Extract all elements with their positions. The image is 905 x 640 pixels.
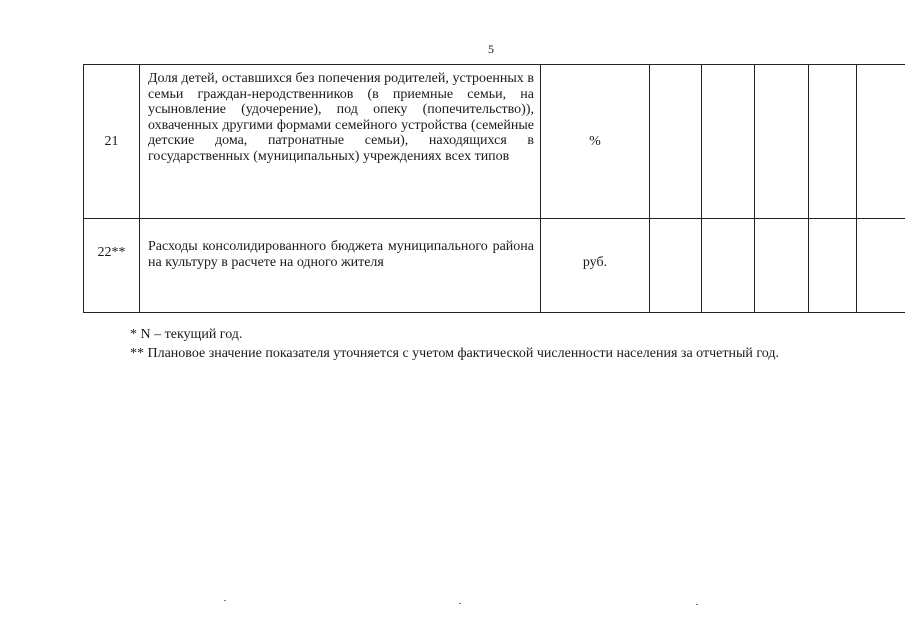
value-cell: [857, 219, 905, 313]
value-cell: [809, 65, 857, 219]
value-cell: [857, 65, 905, 219]
indicators-table: [83, 64, 905, 313]
page-number: 5: [488, 42, 494, 56]
row-number: 22**: [84, 219, 140, 313]
value-cell: [650, 219, 702, 313]
scan-speck: [696, 604, 698, 605]
indicator-description: Доля детей, оставшихся без попечения родителей, устроенных в семьи граждан-неродственников (в приемные семьи, на усыновление (удочерение), под опеку (попечительство)), охваченных другими формами семейного устройства (семейные детские дома, патронатные семьи), находящихся в государственных (муниципальных) учреждениях всех типов: [140, 65, 541, 219]
row-number: 21: [84, 65, 140, 219]
footnote: * N – текущий год.: [130, 327, 243, 342]
value-cell: [650, 65, 702, 219]
unit-cell: %: [541, 65, 650, 219]
footnote: ** Плановое значение показателя уточняется с учетом фактической численности населения за отчетный год.: [130, 346, 779, 361]
table-row: [84, 65, 905, 219]
scan-speck: [459, 603, 461, 604]
scan-speck: [224, 600, 226, 601]
unit-cell: руб.: [541, 219, 650, 313]
footnotes: [130, 325, 779, 363]
value-cell: [702, 219, 755, 313]
value-cell: [702, 65, 755, 219]
table-row: [84, 219, 905, 313]
value-cell: [755, 65, 809, 219]
value-cell: [809, 219, 857, 313]
indicator-description: Расходы консолидированного бюджета муниципального района на культуру в расчете на одного жителя: [140, 219, 541, 313]
value-cell: [755, 219, 809, 313]
